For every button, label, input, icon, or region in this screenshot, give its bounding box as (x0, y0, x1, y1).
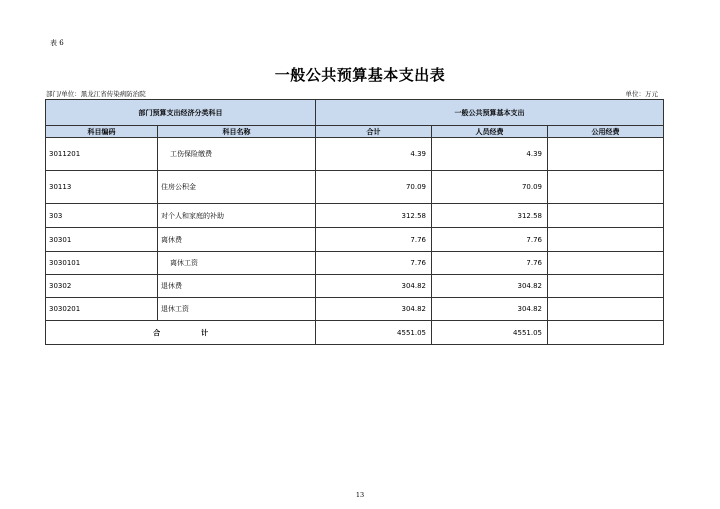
total-label (46, 321, 316, 345)
header-personnel: 人员经费 (432, 126, 548, 138)
table-row (46, 252, 664, 275)
cell-code: 3030201 (46, 298, 158, 321)
cell-code: 303 (46, 204, 158, 228)
total-public (548, 321, 664, 345)
table-row (46, 138, 664, 171)
cell-personnel: 7.76 (432, 252, 548, 275)
header-total: 合计 (316, 126, 432, 138)
cell-personnel: 312.58 (432, 204, 548, 228)
cell-public (548, 138, 664, 171)
cell-name: 离休工资 (158, 252, 316, 275)
cell-code: 3030101 (46, 252, 158, 275)
cell-public (548, 228, 664, 252)
cell-personnel: 4.39 (432, 138, 548, 171)
total-label-ji: 计 (200, 328, 208, 337)
cell-name: 工伤保险缴费 (158, 138, 316, 171)
cell-total: 7.76 (316, 252, 432, 275)
cell-name: 退休工资 (158, 298, 316, 321)
cell-public (548, 298, 664, 321)
page-title: 一般公共预算基本支出表 (274, 66, 446, 84)
cell-personnel: 70.09 (432, 171, 548, 204)
cell-name: 离休费 (158, 228, 316, 252)
cell-code: 30302 (46, 275, 158, 298)
cell-personnel: 304.82 (432, 275, 548, 298)
table-row (46, 228, 664, 252)
header-code: 科目编码 (46, 126, 158, 138)
department-label: 部门/单位：黑龙江省传染病防治院 (46, 90, 146, 98)
total-amount: 4551.05 (316, 321, 432, 345)
cell-personnel: 7.76 (432, 228, 548, 252)
header-name: 科目名称 (158, 126, 316, 138)
header-group-basic-expenditure: 一般公共预算基本支出 (316, 100, 664, 126)
cell-public (548, 275, 664, 298)
total-label-he: 合 (153, 328, 161, 337)
cell-name: 退休费 (158, 275, 316, 298)
cell-total: 4.39 (316, 138, 432, 171)
cell-personnel: 304.82 (432, 298, 548, 321)
cell-name: 对个人和家庭的补助 (158, 204, 316, 228)
cell-code: 30301 (46, 228, 158, 252)
cell-public (548, 204, 664, 228)
table-row (46, 171, 664, 204)
cell-total: 70.09 (316, 171, 432, 204)
cell-total: 312.58 (316, 204, 432, 228)
total-row (46, 321, 664, 345)
cell-total: 304.82 (316, 298, 432, 321)
header-public: 公用经费 (548, 126, 664, 138)
cell-name: 住房公积金 (158, 171, 316, 204)
cell-total: 7.76 (316, 228, 432, 252)
table-number: 表 6 (50, 39, 64, 47)
cell-public (548, 171, 664, 204)
page-number: 13 (355, 491, 365, 499)
table-row (46, 298, 664, 321)
table-row (46, 204, 664, 228)
cell-total: 304.82 (316, 275, 432, 298)
unit-label: 单位：万元 (625, 90, 658, 98)
cell-code: 3011201 (46, 138, 158, 171)
total-personnel: 4551.05 (432, 321, 548, 345)
cell-public (548, 252, 664, 275)
cell-code: 30113 (46, 171, 158, 204)
table-row (46, 275, 664, 298)
header-group-economic-classification: 部门预算支出经济分类科目 (46, 100, 316, 126)
expenditure-table (45, 99, 664, 345)
